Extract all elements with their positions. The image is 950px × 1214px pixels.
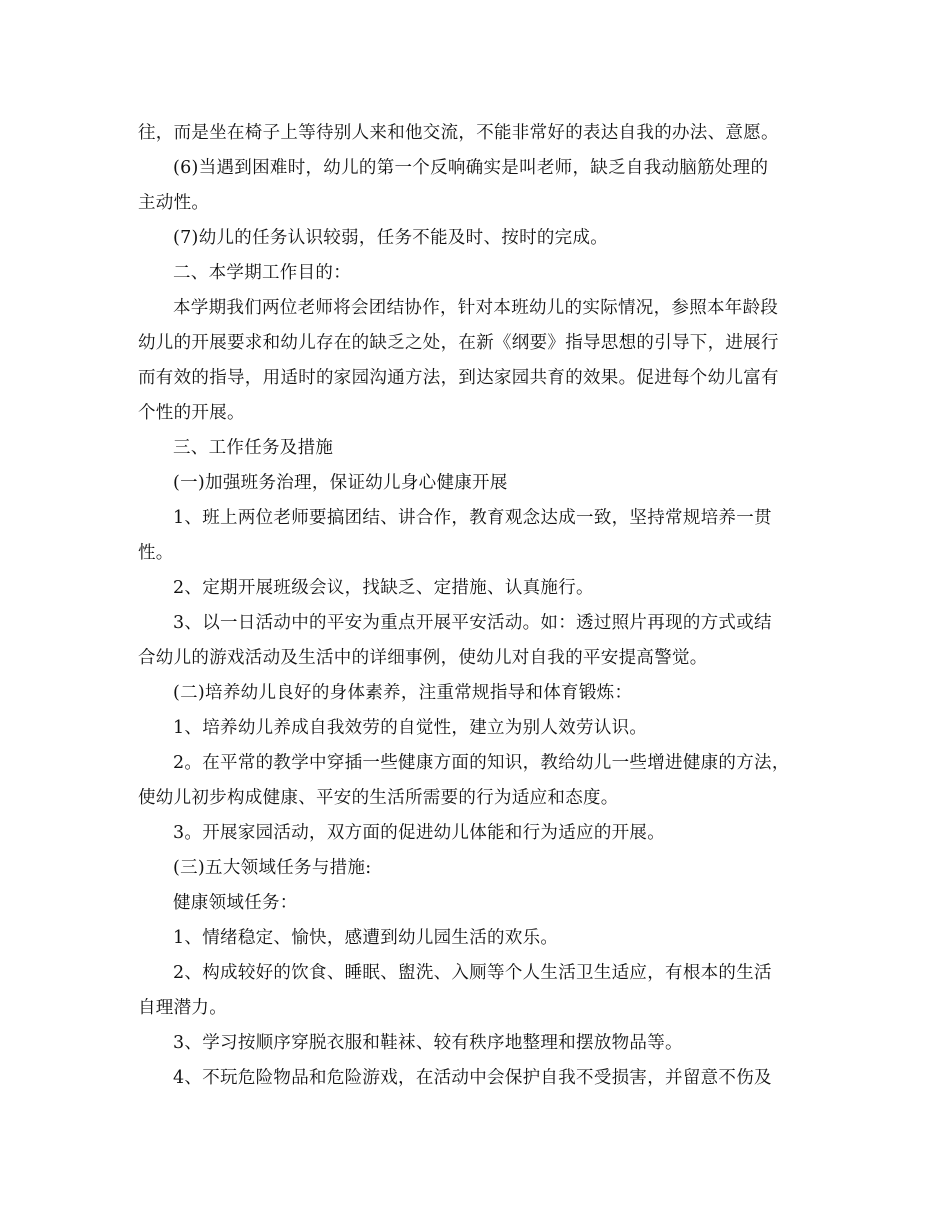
text-line: 2、构成较好的饮食、睡眠、盥洗、入厕等个人生活卫生适应，有根本的生活: [173, 963, 772, 983]
text-line: 健康领域任务：: [173, 893, 298, 913]
text-line: 2、定期开展班级会议，找缺乏、定措施、认真施行。: [173, 578, 594, 598]
text-line: 3。开展家园活动，双方面的促进幼儿体能和行为适应的开展。: [173, 823, 666, 843]
text-line: (6)当遇到困难时，幼儿的第一个反响确实是叫老师，缺乏自我动脑筋处理的: [173, 158, 769, 178]
text-line: 1、班上两位老师要搞团结、讲合作，教育观念达成一致，坚持常规培养一贯: [173, 508, 772, 528]
text-line: 本学期我们两位老师将会团结协作，针对本班幼儿的实际情况，参照本年龄段: [173, 298, 779, 318]
text-line: 1、培养幼儿养成自我效劳的自觉性，建立为别人效劳认识。: [173, 718, 648, 738]
subsection-heading: (二)培养幼儿良好的身体素养，注重常规指导和体育锻炼：: [173, 683, 633, 703]
text-line: 3、学习按顺序穿脱衣服和鞋袜、较有秩序地整理和摆放物品等。: [173, 1033, 683, 1053]
text-line: 合幼儿的游戏活动及生活中的详细事例，使幼儿对自我的平安提高警觉。: [138, 648, 708, 668]
text-line: 往，而是坐在椅子上等待别人来和他交流，不能非常好的表达自我的办法、意愿。: [138, 123, 779, 143]
text-line: 自理潜力。: [138, 998, 227, 1018]
subsection-heading: (三)五大领域任务与措施:: [173, 858, 372, 878]
text-line: 性。: [138, 543, 174, 563]
text-line: 4、不玩危险物品和危险游戏，在活动中会保护自我不受损害，并留意不伤及: [173, 1068, 772, 1088]
text-line: 个性的开展。: [138, 403, 245, 423]
section-heading: 二、本学期工作目的：: [173, 263, 351, 283]
text-line: 而有效的指导，用适时的家园沟通方法，到达家园共育的效果。促进每个幼儿富有: [138, 368, 779, 388]
text-line: 幼儿的开展要求和幼儿存在的缺乏之处，在新《纲要》指导思想的引导下，进展行: [138, 333, 779, 353]
text-line: 主动性。: [138, 193, 210, 213]
text-line: 3、以一日活动中的平安为重点开展平安活动。如：透过照片再现的方式或结: [173, 613, 772, 633]
text-line: 2。在平常的教学中穿插一些健康方面的知识，教给幼儿一些增进健康的方法，: [173, 753, 790, 773]
section-heading: 三、工作任务及措施: [173, 438, 334, 458]
subsection-heading: (一)加强班务治理，保证幼儿身心健康开展: [173, 473, 508, 493]
text-line: 1、情绪稳定、愉快，感遭到幼儿园生活的欢乐。: [173, 928, 559, 948]
text-line: (7)幼儿的任务认识较弱，任务不能及时、按时的完成。: [173, 228, 609, 248]
text-line: 使幼儿初步构成健康、平安的生活所需要的行为适应和态度。: [138, 788, 619, 808]
